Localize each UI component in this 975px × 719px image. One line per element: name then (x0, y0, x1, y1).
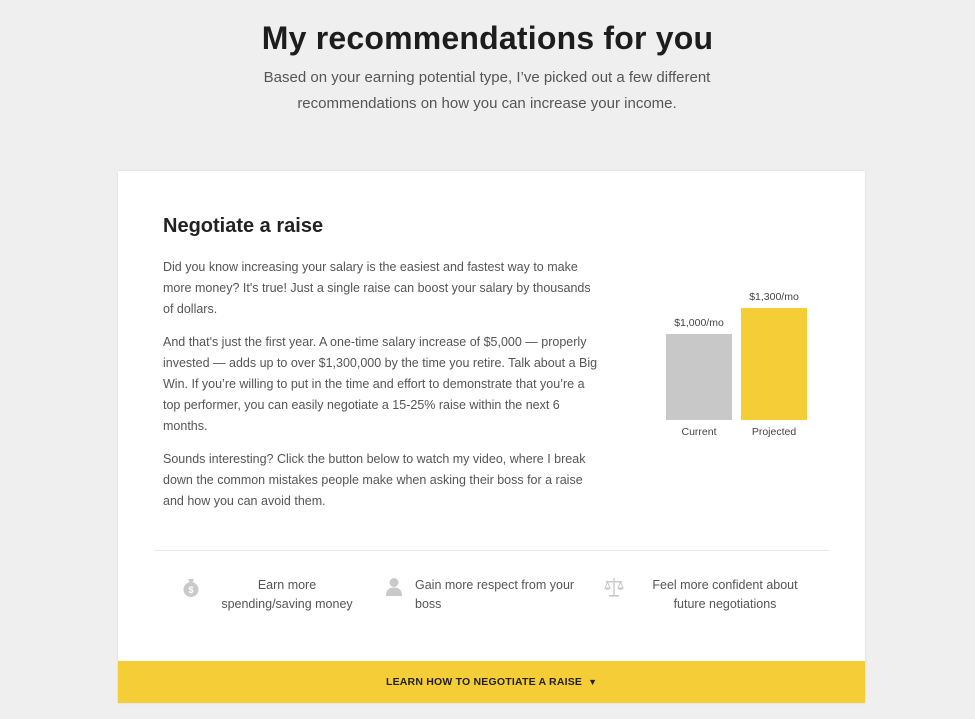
cta-label: LEARN HOW TO NEGOTIATE A RAISE (385, 676, 583, 688)
benefit-item-respect (383, 576, 597, 614)
caret-down-icon: ▼ (588, 677, 598, 687)
body-paragraph: Did you know increasing your salary is the easiest and fastest way to make more money? It's true! Just a single raise can boost your salary by thousands of dollars. (163, 260, 591, 316)
page-subtitle: Based on your earning potential type, I’ve picked out a few different recommendations on how you can increase your income. (263, 69, 711, 112)
money-bag-icon (180, 576, 202, 598)
benefit-item-spending (180, 576, 362, 614)
scales-icon (603, 576, 625, 598)
salary-bar-chart (666, 286, 816, 446)
chart-category-label: Projected (751, 426, 797, 438)
chart-data-label: $1,300/mo (749, 291, 799, 303)
card-title: Negotiate a raise (163, 215, 324, 237)
body-paragraph: And that's just the first year. A one-time salary increase of $5,000 — properly invested — adds up to over $1,300,000 by the time you retire. Talk about a Big Win. If you’re willing to put in the time and effort to demonstrate that you’re a top performer, you can easily negotiate a 15-25% raise within the next 6 months. (163, 335, 598, 433)
chart-data-label: $1,000/mo (674, 317, 724, 329)
person-icon (383, 576, 405, 598)
chart-category-label: Current (681, 426, 717, 438)
learn-negotiate-button[interactable] (118, 661, 865, 703)
recommendation-card (118, 171, 865, 703)
page-title: My recommendations for you (261, 20, 714, 56)
chart-bar-current (666, 334, 732, 420)
chart-bar-projected (741, 308, 807, 420)
divider (154, 550, 829, 551)
benefit-label: Earn more spending/saving money (221, 578, 353, 611)
svg-text:$: $ (188, 585, 194, 595)
benefit-item-confidence (603, 576, 815, 614)
benefit-label: Feel more confident about future negotiations (652, 578, 798, 611)
card-body (163, 257, 603, 524)
benefit-label: Gain more respect from your boss (415, 578, 575, 611)
body-paragraph: Sounds interesting? Click the button below to watch my video, where I break down the common mistakes people make when asking their boss for a raise and how you can avoid them. (163, 452, 586, 508)
